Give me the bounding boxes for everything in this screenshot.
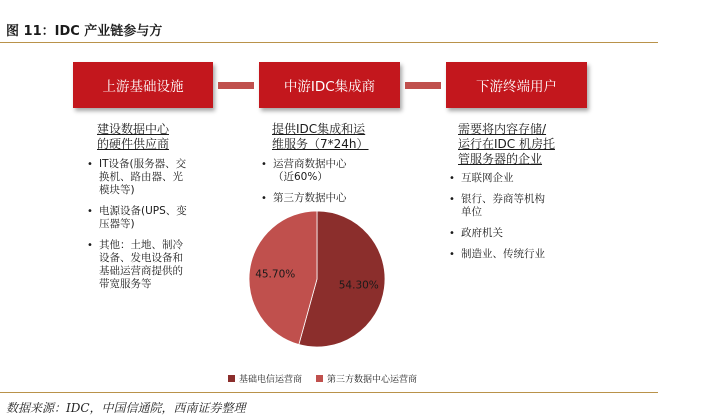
list-item-line: 其他：土地、制冷 (99, 239, 183, 251)
downstream-heading-line: 需要将内容存储/ (458, 122, 547, 136)
legend-label: 第三方数据中心运营商 (327, 375, 418, 385)
upstream-heading-line: 建设数据中心 (97, 122, 170, 136)
bullet-icon: • (261, 159, 267, 170)
stage-downstream-box: 下游终端用户 (446, 62, 587, 108)
pie-legend (228, 372, 431, 385)
source-note: 数据来源：IDC，中国信通院，西南证券整理 (6, 401, 246, 415)
pie-slice-label: 45.70% (255, 268, 296, 281)
midstream-heading-line: 提供IDC集成和运 (272, 122, 366, 136)
list-item-line: 设备、发电设备和 (99, 252, 183, 264)
downstream-heading-line: 管服务器的企业 (458, 152, 543, 166)
bullet-icon: • (261, 193, 267, 204)
stage-midstream-box: 中游IDC集成商 (259, 62, 400, 108)
legend-item (228, 372, 302, 385)
legend-label: 基础电信运营商 (239, 375, 303, 385)
downstream-heading-line: 运行在IDC 机房托 (458, 137, 555, 151)
list-item-line: 基础运营商提供的 (99, 265, 183, 277)
bullet-icon: • (87, 240, 93, 251)
legend-item (316, 372, 417, 385)
figure-title: 图 11：IDC 产业链参与方 (6, 24, 163, 39)
list-item-line: 模块等) (99, 184, 135, 196)
bullet-icon: • (449, 194, 455, 205)
list-item-line: 运营商数据中心 (273, 158, 347, 170)
list-item-line: （近60%） (273, 171, 328, 183)
list-item-line: 银行、券商等机构 (461, 193, 545, 205)
legend-swatch (316, 375, 323, 382)
bullet-icon: • (87, 206, 93, 217)
legend-swatch (228, 375, 235, 382)
upstream-heading-line: 的硬件供应商 (97, 137, 170, 151)
bottom-rule (0, 392, 658, 393)
list-item-line: 带宽服务等 (99, 278, 152, 290)
bullet-icon: • (87, 159, 93, 170)
list-item-line: 压器等) (99, 218, 135, 230)
list-item-line: 单位 (461, 206, 482, 218)
bullet-icon: • (449, 173, 455, 184)
bullet-icon: • (449, 228, 455, 239)
pie-slice-label: 54.30% (338, 279, 379, 292)
list-item-line: 制造业、传统行业 (461, 248, 545, 260)
list-item-line: 第三方数据中心 (273, 192, 347, 204)
list-item-line: IT设备(服务器、交 (99, 158, 187, 170)
midstream-heading-line: 维服务（7*24h） (272, 137, 369, 151)
list-item-line: 电源设备(UPS、变 (99, 205, 187, 217)
list-item-line: 政府机关 (461, 227, 503, 239)
stage-upstream-box: 上游基础设施 (73, 62, 213, 108)
list-item-line: 互联网企业 (461, 172, 514, 184)
bullet-icon: • (449, 249, 455, 260)
list-item-line: 换机、路由器、光 (99, 171, 183, 183)
